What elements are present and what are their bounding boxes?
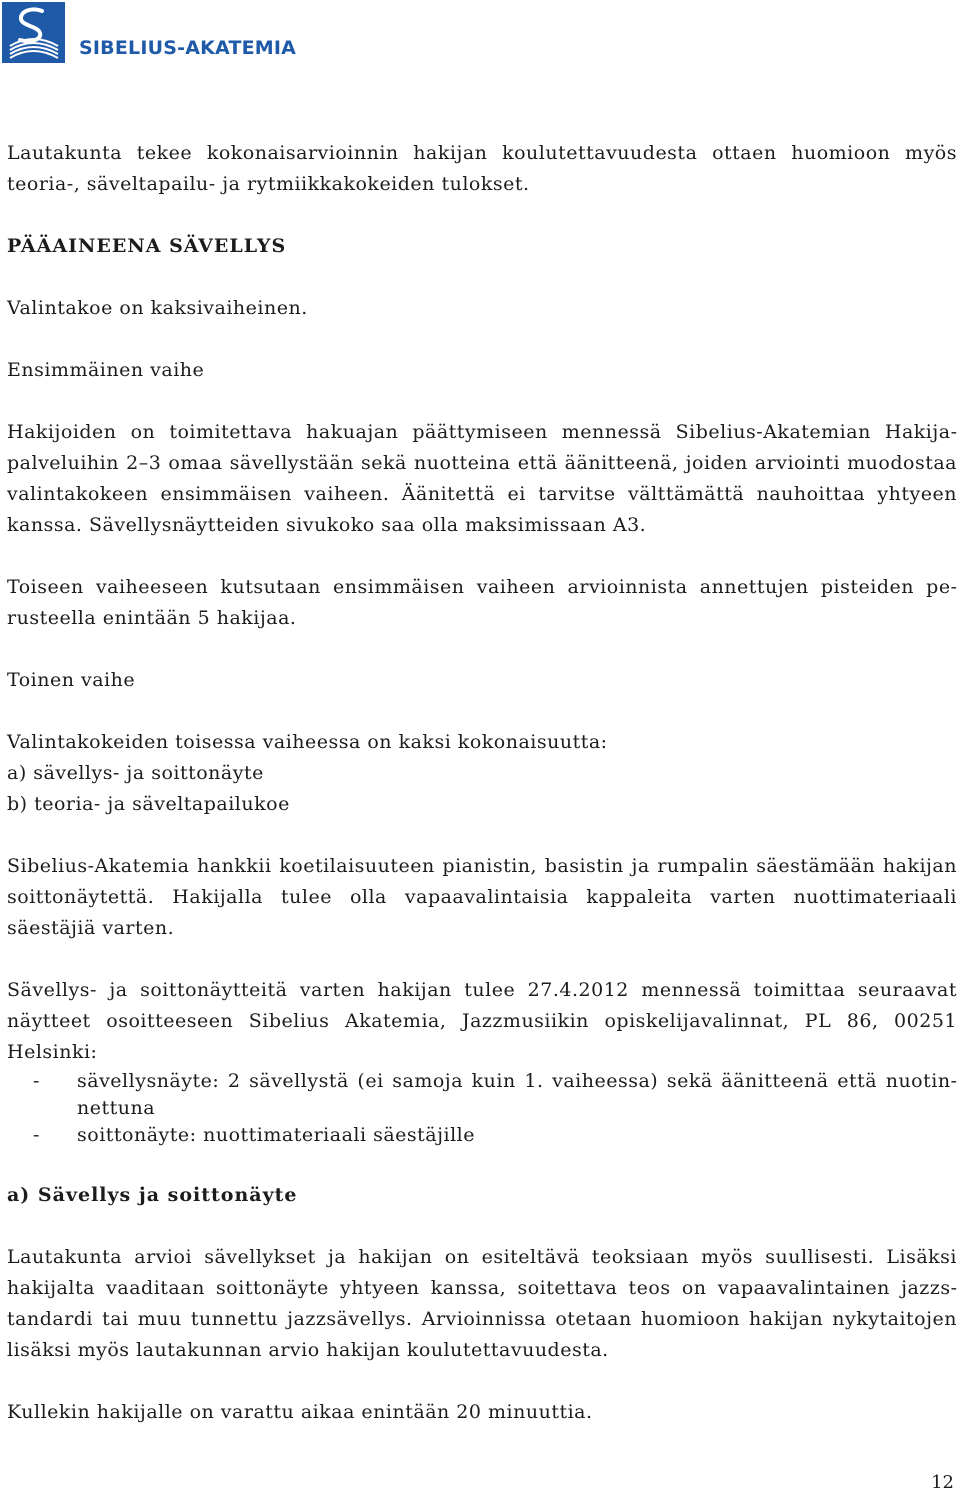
list-item-text: sävellysnäyte: 2 sävellystä (ei samoja kuin 1. vaiheessa) sekä äänitteenä että nuotinnettuna	[77, 1070, 957, 1119]
page-header	[2, 2, 296, 63]
submission-list	[7, 1068, 957, 1149]
paragraph-second-phase-intro: Valintakokeiden toisessa vaiheessa on kaksi kokonaisuutta:	[7, 731, 608, 753]
subheading-second-phase: Toinen vaihe	[7, 669, 136, 691]
paragraph-first-phase: Hakijoiden on toimitettava hakuajan päättymiseen mennessä Sibelius-Akatemian Hakijapalveluihin 2–3 omaa sävellystään sekä nuotteina että äänitteenä, joiden arviointi muodostaa valintakokeen ensimmäisen vaiheen. Äänitettä ei tarvitse välttämättä nauhoittaa yhtyeen kanssa. Sävellysnäytteiden sivukoko saa olla maksimissaan A3.	[7, 421, 957, 536]
subheading-first-phase: Ensimmäinen vaihe	[7, 359, 205, 381]
document-body	[7, 138, 957, 1459]
paragraph-accompanists: Sibelius-Akatemia hankkii koetilaisuuteen pianistin, basistin ja rumpalin säestämään hakijan soittonäytettä. Hakijalla tulee olla vapaavalintaisia kappaleita varten nuottimateriaali säestäjiä varten.	[7, 855, 957, 939]
page-number: 12	[931, 1472, 954, 1493]
sibelius-logo-icon	[2, 2, 65, 63]
list-item	[7, 1122, 957, 1149]
paragraph-two-phase: Valintakoe on kaksivaiheinen.	[7, 297, 308, 319]
logo-wordmark: SIBELIUS-AKATEMIA	[79, 37, 297, 59]
paragraph-submission: Sävellys- ja soittonäytteitä varten hakijan tulee 27.4.2012 mennessä toimittaa seuraavat näytteet osoitteeseen Sibelius Akatemia, Jazzmusiikin opiskelijavalinnat, PL 86, 00251 Helsinki:	[7, 979, 957, 1063]
section-heading-main: PÄÄAINEENA SÄVELLYS	[7, 235, 287, 257]
second-phase-item-b: b) teoria- ja säveltapailukoe	[7, 793, 290, 815]
list-dash: -	[33, 1124, 40, 1146]
paragraph-evaluation: Lautakunta arvioi sävellykset ja hakijan on esiteltävä teoksiaan myös suullisesti. Lisäksi hakijalta vaaditaan soittonäyte yhtyeen kanssa, soitettava teos on vapaavalintainen jazzstandardi tai muu tunnettu jazzsävellys. Arvioinnissa otetaan huomioon hakijan nykytaitojen lisäksi myös lautakunnan arvio hakijan koulutettavuudesta.	[7, 1246, 957, 1361]
paragraph-time-limit: Kullekin hakijalle on varattu aikaa enintään 20 minuuttia.	[7, 1401, 593, 1423]
section-heading-a: a) Sävellys ja soittonäyte	[7, 1184, 298, 1206]
intro-paragraph: Lautakunta tekee kokonaisarvioinnin hakijan koulutettavuudesta ottaen huomioon myös teoria-, säveltapailu- ja rytmiikkakokeiden tulokset.	[7, 142, 957, 195]
list-item	[7, 1068, 957, 1122]
paragraph-invitation: Toiseen vaiheeseen kutsutaan ensimmäisen vaiheen arvioinnista annettujen pisteiden perusteella enintään 5 hakijaa.	[7, 576, 957, 629]
list-dash: -	[33, 1070, 40, 1092]
list-item-text: soittonäyte: nuottimateriaali säestäjille	[77, 1124, 475, 1146]
second-phase-item-a: a) sävellys- ja soittonäyte	[7, 762, 264, 784]
